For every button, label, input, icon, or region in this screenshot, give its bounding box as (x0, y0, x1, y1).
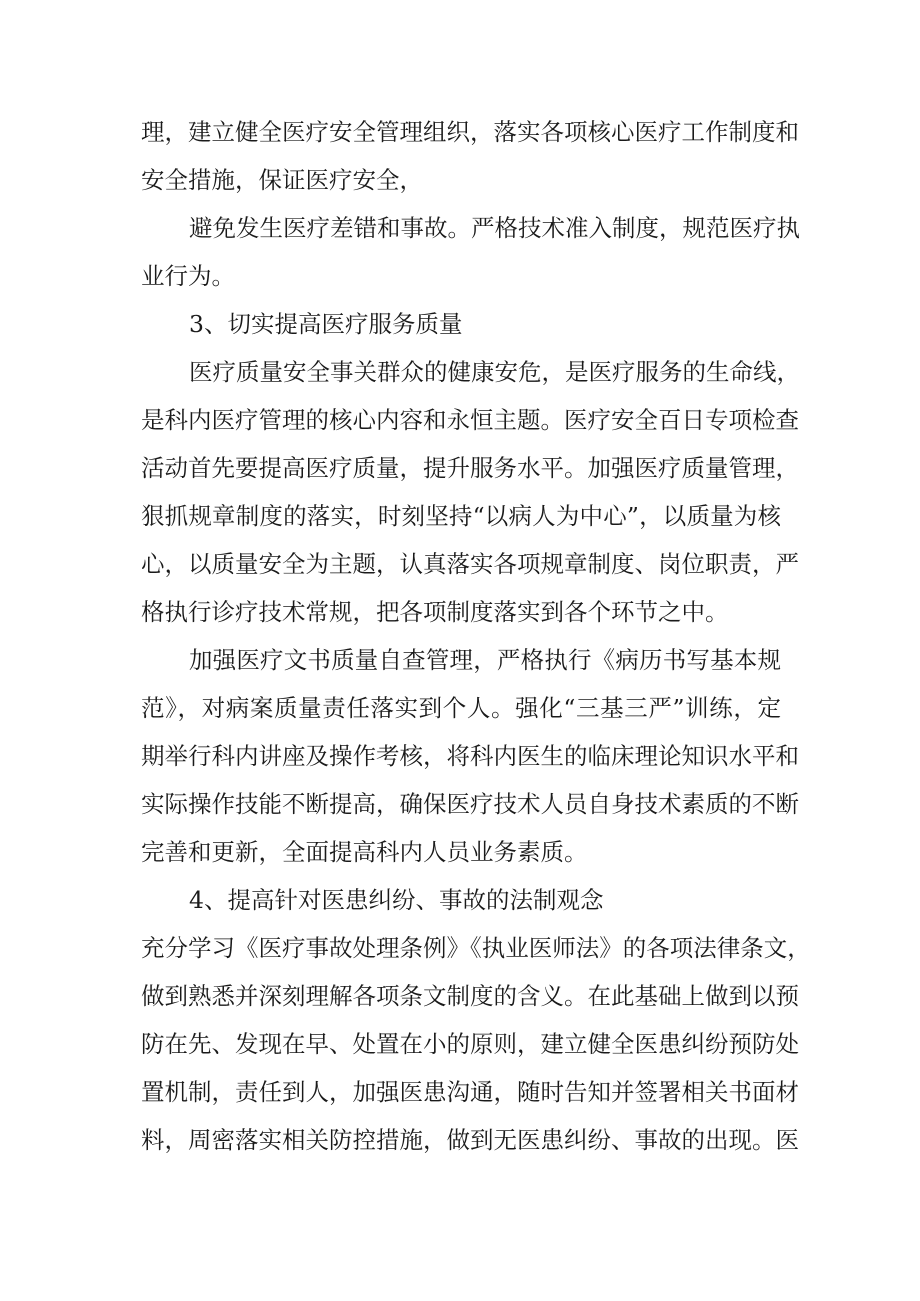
text-line: 格执行诊疗技术常规，把各项制度落实到各个环节之中。 (141, 598, 729, 626)
section-heading: 3、切实提高医疗服务质量 (189, 310, 463, 338)
text-line: 加强医疗文书质量自查管理，严格执行《病历书写基本规 (189, 646, 781, 674)
text-line: 业行为。 (141, 262, 235, 290)
text-line: 狠抓规章制度的落实，时刻坚持“以病人为中心”，以质量为核 (141, 502, 781, 530)
text-line: 完善和更新，全面提高科内人员业务素质。 (141, 838, 588, 866)
text-line: 心，以质量安全为主题，认真落实各项规章制度、岗位职责，严 (141, 550, 799, 578)
text-line: 充分学习《医疗事故处理条例》《执业医师法》的各项法律条文， (141, 934, 811, 962)
text-line: 理，建立健全医疗安全管理组织，落实各项核心医疗工作制度和 (141, 118, 799, 146)
text-line: 实际操作技能不断提高，确保医疗技术人员自身技术素质的不断 (141, 790, 799, 818)
text-line: 置机制，责任到人，加强医患沟通，随时告知并签署相关书面材 (141, 1078, 799, 1106)
text-line: 活动首先要提高医疗质量，提升服务水平。加强医疗质量管理， (141, 454, 799, 482)
text-line: 做到熟悉并深刻理解各项条文制度的含义。在此基础上做到以预 (141, 982, 799, 1010)
text-line: 料，周密落实相关防控措施，做到无医患纠纷、事故的出现。医 (141, 1126, 799, 1154)
text-line: 安全措施，保证医疗安全， (141, 166, 423, 194)
section-heading: 4、提高针对医患纠纷、事故的法制观念 (189, 886, 604, 914)
text-line: 避免发生医疗差错和事故。严格技术准入制度，规范医疗执 (189, 214, 800, 242)
text-line: 防在先、发现在早、处置在小的原则，建立健全医患纠纷预防处 (141, 1030, 799, 1058)
text-line: 范》，对病案质量责任落实到个人。强化“三基三严”训练，定 (141, 694, 781, 722)
text-line: 期举行科内讲座及操作考核，将科内医生的临床理论知识水平和 (141, 742, 799, 770)
text-line: 是科内医疗管理的核心内容和永恒主题。医疗安全百日专项检查 (141, 406, 799, 434)
text-line: 医疗质量安全事关群众的健康安危，是医疗服务的生命线， (189, 358, 800, 386)
